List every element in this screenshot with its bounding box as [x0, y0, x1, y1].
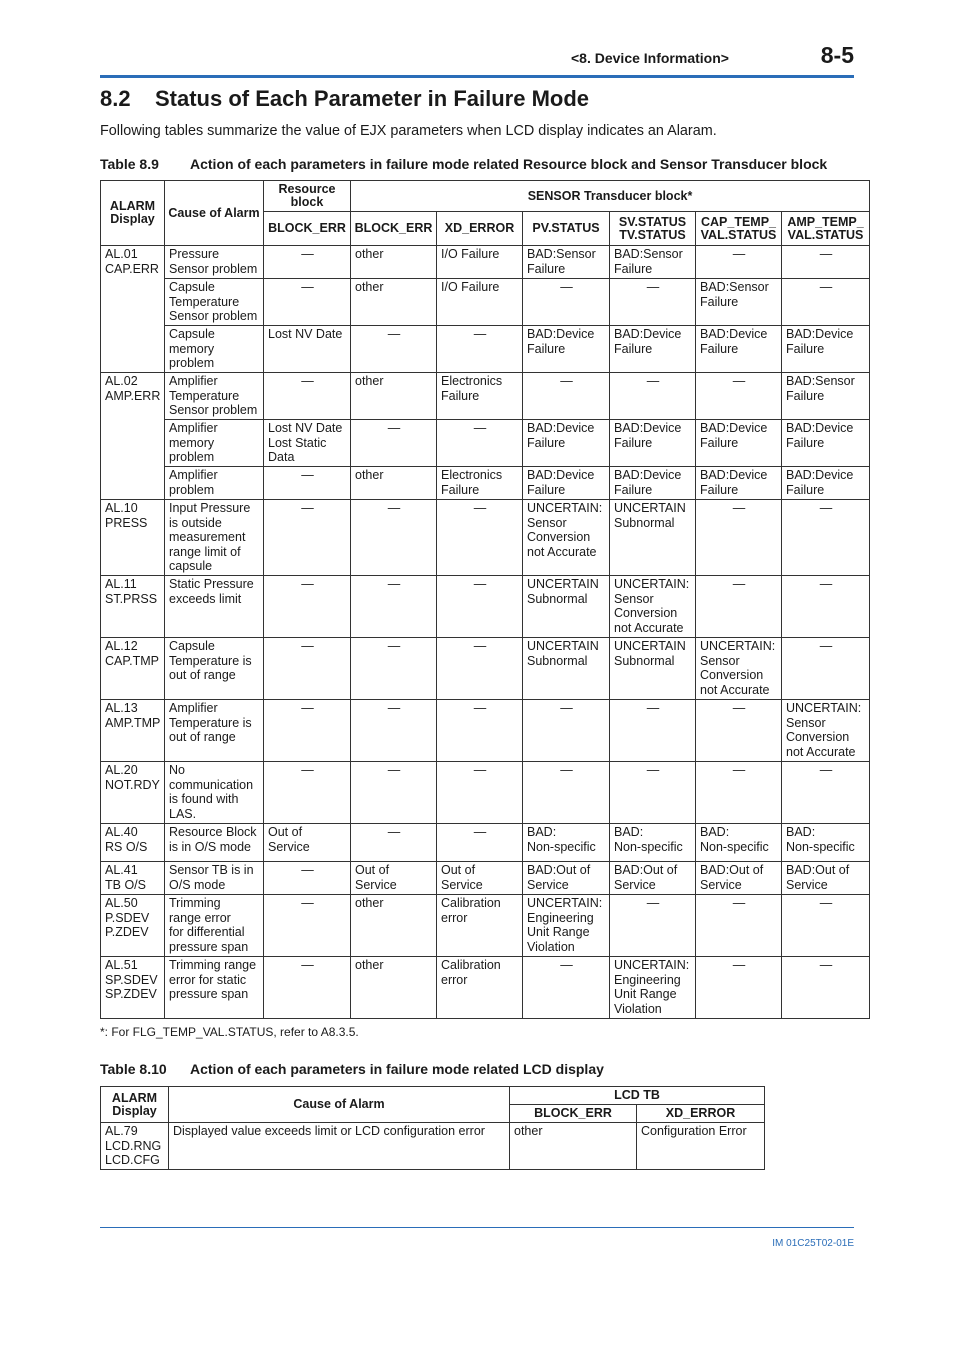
- xd-error-cell: —: [437, 420, 523, 467]
- cause-cell: Amplifier Temperature is out of range: [165, 700, 264, 762]
- amp-temp-status-cell: BAD:Device Failure: [782, 467, 870, 500]
- alarm-cell: AL.10 PRESS: [101, 500, 165, 576]
- amp-temp-status-cell: BAD:Device Failure: [782, 420, 870, 467]
- st-block-err-cell: —: [351, 762, 437, 824]
- alarm-cell: AL.40 RS O/S: [101, 824, 165, 862]
- header-rule: [100, 75, 854, 78]
- cap-temp-status-cell: BAD:Device Failure: [696, 467, 782, 500]
- st-block-err-cell: —: [351, 576, 437, 638]
- amp-temp-status-cell: —: [782, 895, 870, 957]
- table-row: [101, 824, 870, 862]
- res-block-err-cell: —: [264, 246, 351, 279]
- xd-error-cell: —: [437, 326, 523, 373]
- alarm-cell: AL.20 NOT.RDY: [101, 762, 165, 824]
- cap-temp-status-cell: —: [696, 762, 782, 824]
- cause-header: Cause of Alarm: [165, 181, 264, 246]
- col-header-block-err: BLOCK_ERR: [510, 1105, 637, 1123]
- alarm-cell: AL.13 AMP.TMP: [101, 700, 165, 762]
- st-block-err-cell: other: [351, 246, 437, 279]
- sv-tv-status-cell: BAD:Device Failure: [610, 326, 696, 373]
- sv-tv-status-cell: —: [610, 762, 696, 824]
- failure-mode-table: [100, 180, 870, 1019]
- table-caption-text: Action of each parameters in failure mode related LCD display: [190, 1061, 604, 1077]
- st-block-err-cell: —: [351, 824, 437, 862]
- footer-rule: [100, 1227, 854, 1228]
- table-8-9-caption: [100, 156, 827, 172]
- cap-temp-status-cell: —: [696, 895, 782, 957]
- alarm-cell: AL.50 P.SDEV P.ZDEV: [101, 895, 165, 957]
- pv-status-cell: BAD:Device Failure: [523, 420, 610, 467]
- col-header-sv-tv-status: SV.STATUS TV.STATUS: [610, 212, 696, 246]
- xd-error-cell: Electronics Failure: [437, 467, 523, 500]
- res-block-err-cell: Out of Service: [264, 824, 351, 862]
- amp-temp-status-cell: BAD:Out of Service: [782, 862, 870, 895]
- sv-tv-status-cell: BAD:Device Failure: [610, 467, 696, 500]
- res-block-err-cell: —: [264, 279, 351, 326]
- res-block-err-cell: —: [264, 862, 351, 895]
- lcd-failure-table: [100, 1086, 765, 1170]
- cap-temp-status-cell: BAD:Out of Service: [696, 862, 782, 895]
- table-row: [101, 957, 870, 1019]
- col-header-pv-status: PV.STATUS: [523, 212, 610, 246]
- res-block-err-cell: Lost NV Date Lost Static Data: [264, 420, 351, 467]
- xd-error-cell: Calibration error: [437, 895, 523, 957]
- table-row: [101, 420, 870, 467]
- table-8-10-caption: [100, 1061, 604, 1077]
- res-block-err-cell: —: [264, 373, 351, 420]
- amp-temp-status-cell: BAD: Non-specific: [782, 824, 870, 862]
- table-row: [101, 862, 870, 895]
- st-block-err-cell: —: [351, 420, 437, 467]
- cause-cell: No communication is found with LAS.: [165, 762, 264, 824]
- col-header-cap-temp-status: CAP_TEMP_ VAL.STATUS: [696, 212, 782, 246]
- cap-temp-status-cell: BAD: Non-specific: [696, 824, 782, 862]
- sv-tv-status-cell: —: [610, 700, 696, 762]
- sv-tv-status-cell: UNCERTAIN: Sensor Conversion not Accurate: [610, 576, 696, 638]
- pv-status-cell: BAD:Device Failure: [523, 326, 610, 373]
- col-header-xd-error: XD_ERROR: [637, 1105, 765, 1123]
- cause-cell: Capsule Temperature is out of range: [165, 638, 264, 700]
- table-row: [101, 1123, 765, 1170]
- res-block-err-cell: —: [264, 700, 351, 762]
- table-row: [101, 500, 870, 576]
- st-block-err-cell: other: [351, 279, 437, 326]
- amp-temp-status-cell: UNCERTAIN: Sensor Conversion not Accurate: [782, 700, 870, 762]
- sv-tv-status-cell: BAD:Device Failure: [610, 420, 696, 467]
- cap-temp-status-cell: —: [696, 373, 782, 420]
- cause-cell: Resource Block is in O/S mode: [165, 824, 264, 862]
- alarm-cell: AL.51 SP.SDEV SP.ZDEV: [101, 957, 165, 1019]
- amp-temp-status-cell: —: [782, 279, 870, 326]
- lcd-tb-header: LCD TB: [510, 1087, 765, 1105]
- table-row: [101, 467, 870, 500]
- cause-cell: Amplifier memory problem: [165, 420, 264, 467]
- footnote: *: For FLG_TEMP_VAL.STATUS, refer to A8.3.5.: [100, 1025, 359, 1039]
- pv-status-cell: —: [523, 373, 610, 420]
- table-caption-text: Action of each parameters in failure mode related Resource block and Sensor Transducer block: [190, 156, 828, 172]
- res-block-err-cell: Lost NV Date: [264, 326, 351, 373]
- xd-error-cell: —: [437, 700, 523, 762]
- pv-status-cell: UNCERTAIN Subnormal: [523, 638, 610, 700]
- table-row: [101, 279, 870, 326]
- sv-tv-status-cell: —: [610, 279, 696, 326]
- st-block-err-cell: —: [351, 638, 437, 700]
- xd-error-cell: Out of Service: [437, 862, 523, 895]
- pv-status-cell: BAD:Out of Service: [523, 862, 610, 895]
- alarm-cell: AL.02 AMP.ERR: [101, 373, 165, 500]
- table-row: [101, 246, 870, 279]
- cause-cell: Static Pressure exceeds limit: [165, 576, 264, 638]
- cause-cell: Pressure Sensor problem: [165, 246, 264, 279]
- xd-error-cell: —: [437, 762, 523, 824]
- cap-temp-status-cell: BAD:Device Failure: [696, 420, 782, 467]
- xd-error-cell: Electronics Failure: [437, 373, 523, 420]
- sv-tv-status-cell: UNCERTAIN Subnormal: [610, 500, 696, 576]
- cap-temp-status-cell: BAD:Sensor Failure: [696, 279, 782, 326]
- amp-temp-status-cell: BAD:Device Failure: [782, 326, 870, 373]
- alarm-cell: AL.01 CAP.ERR: [101, 246, 165, 373]
- pv-status-cell: UNCERTAIN Subnormal: [523, 576, 610, 638]
- amp-temp-status-cell: —: [782, 500, 870, 576]
- amp-temp-status-cell: —: [782, 246, 870, 279]
- cap-temp-status-cell: BAD:Device Failure: [696, 326, 782, 373]
- st-block-err-cell: other: [351, 373, 437, 420]
- intro-paragraph: Following tables summarize the value of EJX parameters when LCD display indicates an Alaram.: [100, 123, 717, 139]
- pv-status-cell: —: [523, 957, 610, 1019]
- sv-tv-status-cell: UNCERTAIN Subnormal: [610, 638, 696, 700]
- st-block-err-cell: —: [351, 700, 437, 762]
- cap-temp-status-cell: —: [696, 246, 782, 279]
- table-row: [101, 700, 870, 762]
- xd-error-cell: —: [437, 576, 523, 638]
- st-block-err-cell: —: [351, 500, 437, 576]
- document-id: IM 01C25T02-01E: [772, 1238, 854, 1249]
- cause-cell: Capsule Temperature Sensor problem: [165, 279, 264, 326]
- block-err-cell: other: [510, 1123, 637, 1170]
- amp-temp-status-cell: —: [782, 638, 870, 700]
- table-label: Table 8.10: [100, 1061, 167, 1077]
- cause-cell: Input Pressure is outside measurement range limit of capsule: [165, 500, 264, 576]
- page-number: 8-5: [820, 42, 854, 68]
- pv-status-cell: —: [523, 700, 610, 762]
- xd-error-cell: I/O Failure: [437, 246, 523, 279]
- sv-tv-status-cell: BAD:Sensor Failure: [610, 246, 696, 279]
- res-block-err-cell: —: [264, 500, 351, 576]
- section-number: 8.2: [100, 86, 131, 111]
- table-row: [101, 326, 870, 373]
- cause-cell: Amplifier problem: [165, 467, 264, 500]
- res-block-err-cell: —: [264, 467, 351, 500]
- pv-status-cell: BAD:Device Failure: [523, 467, 610, 500]
- xd-error-cell: —: [437, 500, 523, 576]
- xd-error-cell: —: [437, 638, 523, 700]
- amp-temp-status-cell: —: [782, 762, 870, 824]
- cap-temp-status-cell: UNCERTAIN: Sensor Conversion not Accurate: [696, 638, 782, 700]
- cap-temp-status-cell: —: [696, 700, 782, 762]
- alarm-display-header: ALARM Display: [101, 181, 165, 246]
- xd-error-cell: I/O Failure: [437, 279, 523, 326]
- cap-temp-status-cell: —: [696, 500, 782, 576]
- col-header-xd-error: XD_ERROR: [437, 212, 523, 246]
- col-header-amp-temp-status: AMP_TEMP_ VAL.STATUS: [782, 212, 870, 246]
- pv-status-cell: BAD:Sensor Failure: [523, 246, 610, 279]
- cause-cell: Capsule memory problem: [165, 326, 264, 373]
- cap-temp-status-cell: —: [696, 957, 782, 1019]
- pv-status-cell: UNCERTAIN: Sensor Conversion not Accurate: [523, 500, 610, 576]
- alarm-display-header: ALARM Display: [101, 1087, 169, 1123]
- alarm-cell: AL.79 LCD.RNG LCD.CFG: [101, 1123, 169, 1170]
- sv-tv-status-cell: —: [610, 895, 696, 957]
- cause-cell: Sensor TB is in O/S mode: [165, 862, 264, 895]
- xd-error-cell: —: [437, 824, 523, 862]
- section-title-text: Status of Each Parameter in Failure Mode: [155, 86, 590, 111]
- cause-cell: Trimming range error for differential pressure span: [165, 895, 264, 957]
- amp-temp-status-cell: BAD:Sensor Failure: [782, 373, 870, 420]
- alarm-cell: AL.41 TB O/S: [101, 862, 165, 895]
- col-header-res-block-err: BLOCK_ERR: [264, 212, 351, 246]
- pv-status-cell: —: [523, 762, 610, 824]
- xd-error-cell: Calibration error: [437, 957, 523, 1019]
- table-row: [101, 895, 870, 957]
- table-row: [101, 373, 870, 420]
- col-header-st-block-err: BLOCK_ERR: [351, 212, 437, 246]
- cause-cell: Trimming range error for static pressure span: [165, 957, 264, 1019]
- res-block-err-cell: —: [264, 638, 351, 700]
- res-block-err-cell: —: [264, 576, 351, 638]
- st-block-err-cell: Out of Service: [351, 862, 437, 895]
- cap-temp-status-cell: —: [696, 576, 782, 638]
- pv-status-cell: UNCERTAIN: Engineering Unit Range Violation: [523, 895, 610, 957]
- header-section: <8. Device Information>: [571, 50, 729, 66]
- st-block-err-cell: other: [351, 467, 437, 500]
- alarm-cell: AL.11 ST.PRSS: [101, 576, 165, 638]
- table-row: [101, 576, 870, 638]
- res-block-err-cell: —: [264, 957, 351, 1019]
- table-row: [101, 638, 870, 700]
- pv-status-cell: —: [523, 279, 610, 326]
- cause-header: Cause of Alarm: [169, 1087, 510, 1123]
- st-block-err-cell: other: [351, 895, 437, 957]
- sv-tv-status-cell: BAD:Out of Service: [610, 862, 696, 895]
- sv-tv-status-cell: UNCERTAIN: Engineering Unit Range Violation: [610, 957, 696, 1019]
- st-block-err-cell: —: [351, 326, 437, 373]
- res-block-err-cell: —: [264, 895, 351, 957]
- pv-status-cell: BAD: Non-specific: [523, 824, 610, 862]
- sv-tv-status-cell: BAD: Non-specific: [610, 824, 696, 862]
- table-row: [101, 762, 870, 824]
- st-block-err-cell: other: [351, 957, 437, 1019]
- xd-error-cell: Configuration Error: [637, 1123, 765, 1170]
- amp-temp-status-cell: —: [782, 576, 870, 638]
- amp-temp-status-cell: —: [782, 957, 870, 1019]
- cause-cell: Displayed value exceeds limit or LCD configuration error: [169, 1123, 510, 1170]
- sensor-tb-header: SENSOR Transducer block*: [351, 181, 870, 212]
- resource-block-header: Resource block: [264, 181, 351, 212]
- section-title: [100, 86, 589, 112]
- res-block-err-cell: —: [264, 762, 351, 824]
- alarm-cell: AL.12 CAP.TMP: [101, 638, 165, 700]
- cause-cell: Amplifier Temperature Sensor problem: [165, 373, 264, 420]
- sv-tv-status-cell: —: [610, 373, 696, 420]
- table-label: Table 8.9: [100, 156, 159, 172]
